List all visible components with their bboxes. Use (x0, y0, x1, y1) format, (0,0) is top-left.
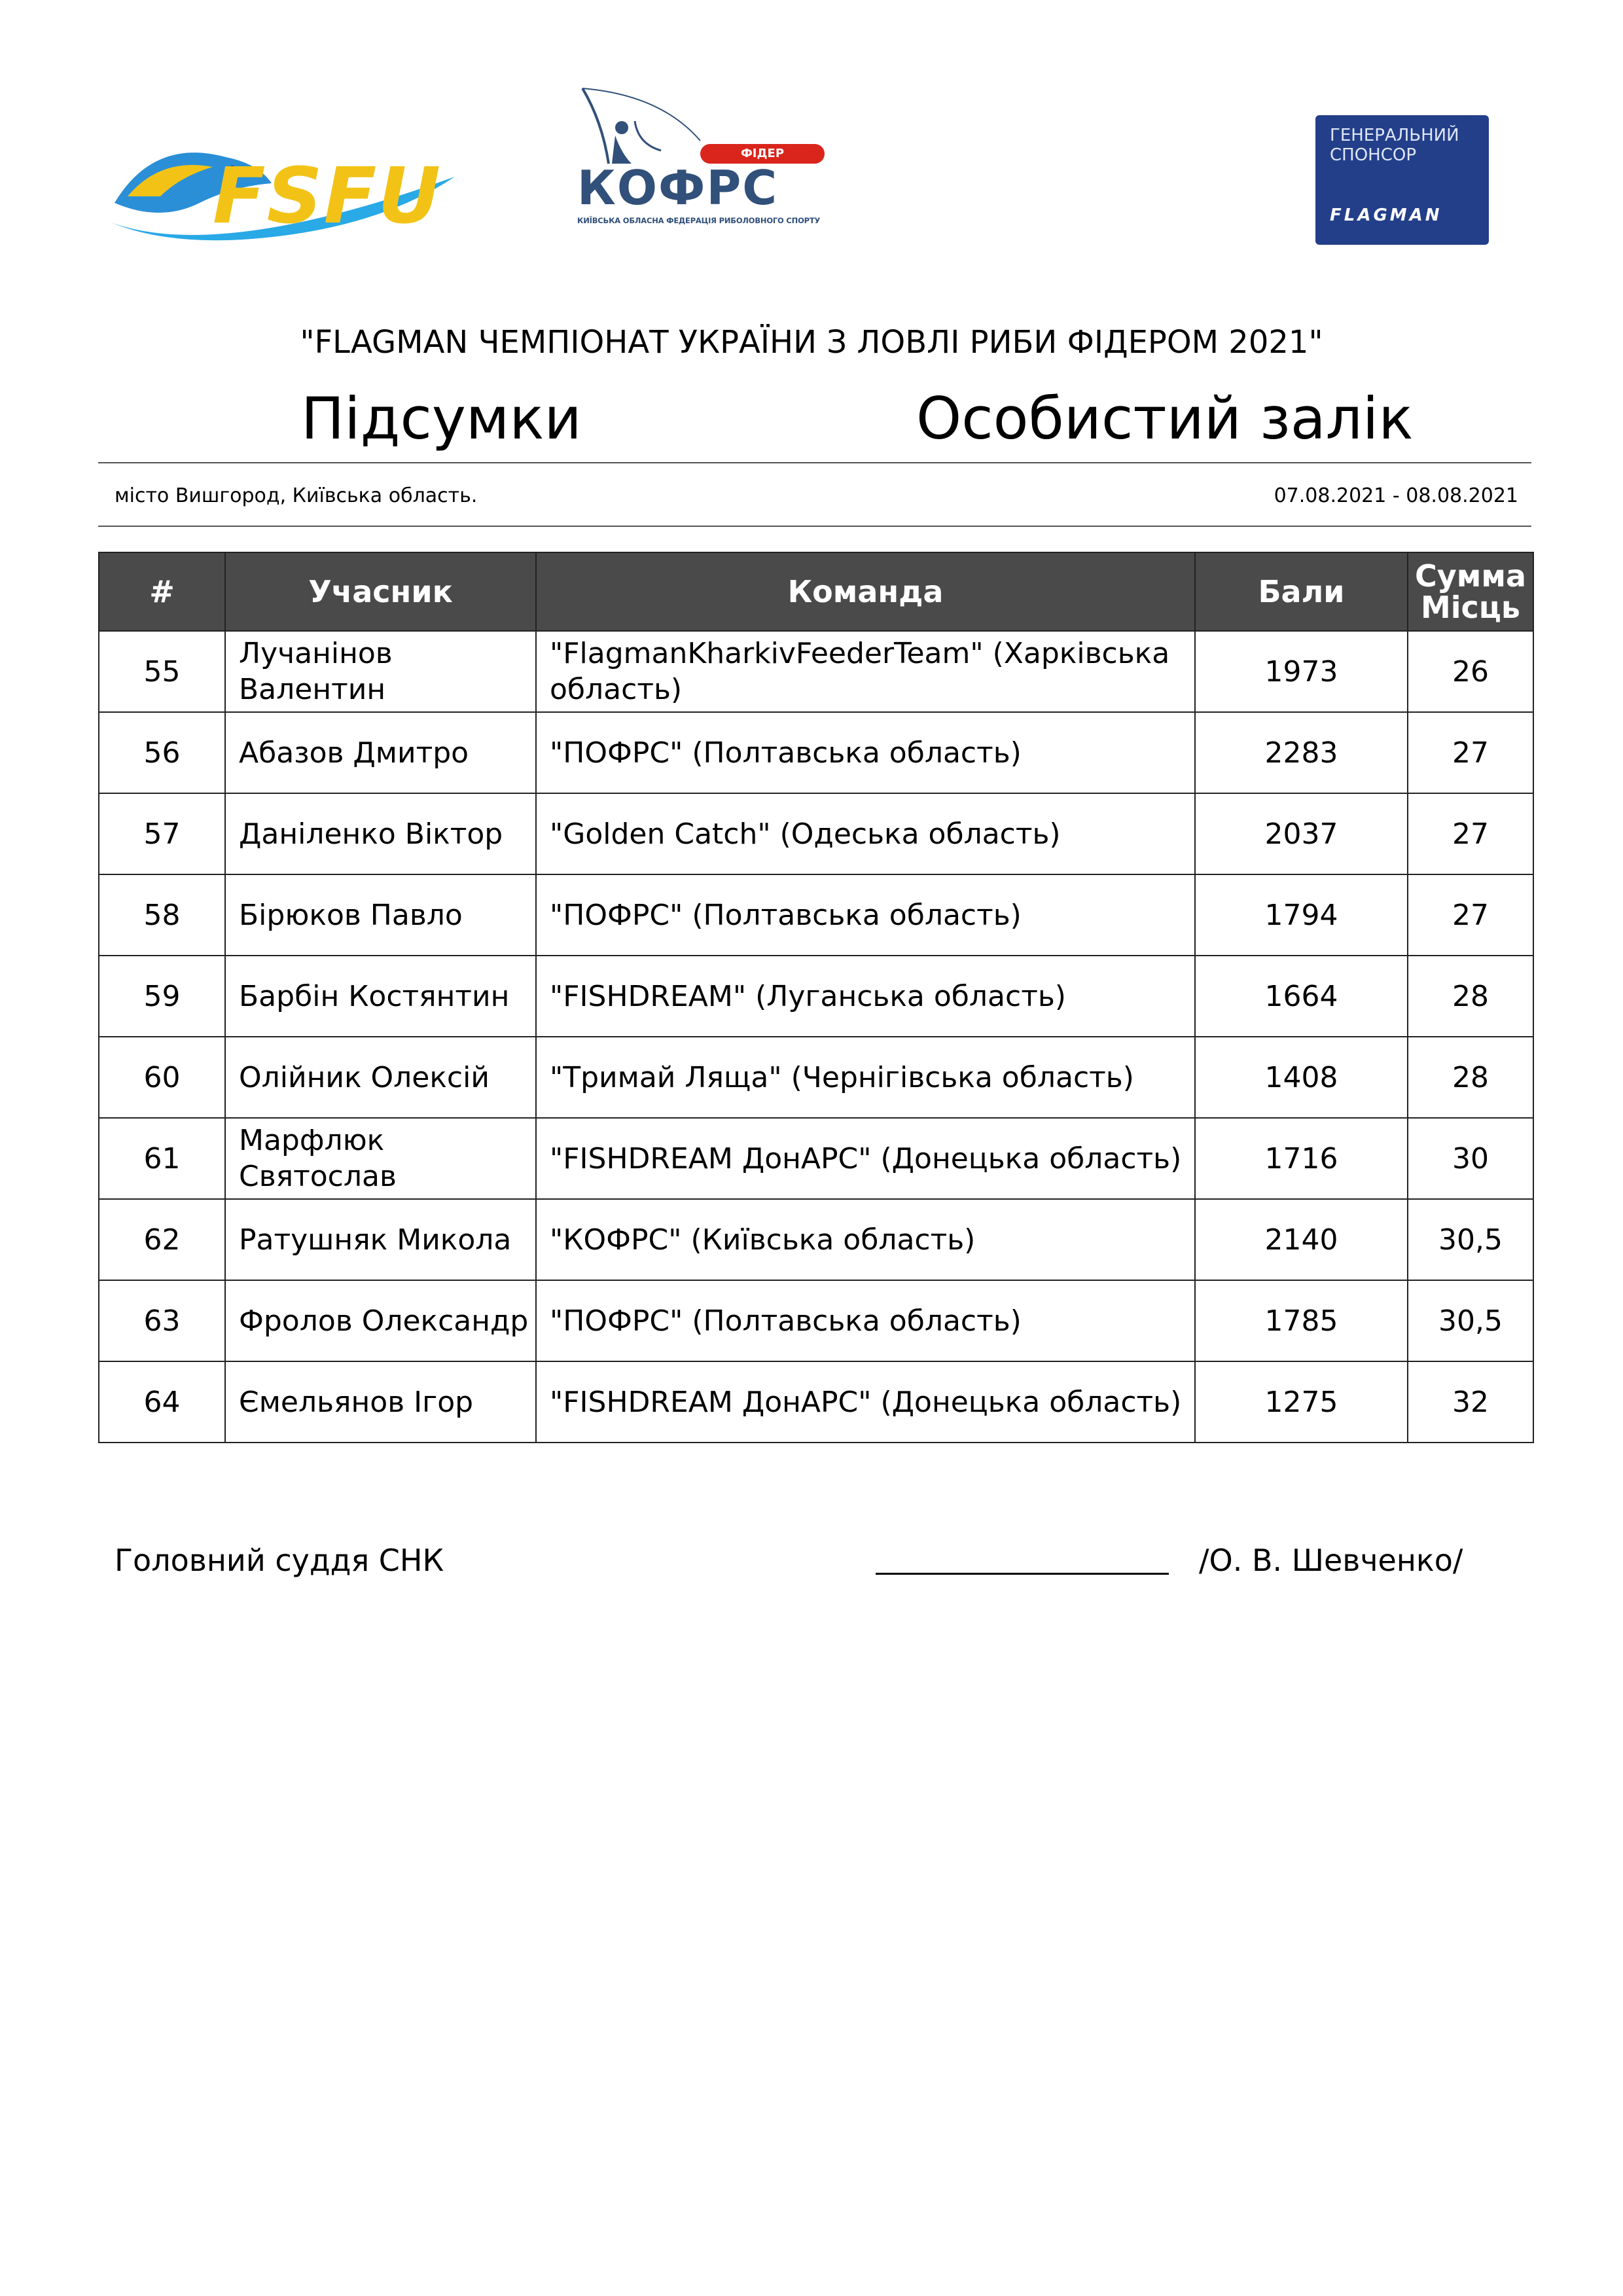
header-team: Команда (536, 552, 1195, 631)
cell-number: 59 (99, 956, 225, 1037)
kofrs-fider-tag: ФІДЕР (700, 144, 825, 164)
kofrs-subtitle: КИЇВСЬКА ОБЛАСНА ФЕДЕРАЦІЯ РИБОЛОВНОГО СПОРТУ (577, 216, 821, 225)
cell-team: "FISHDREAM ДонАРС" (Донецька область) (536, 1361, 1195, 1443)
fsfu-logo (101, 124, 468, 255)
chief-judge-name: /О. В. Шевченко/ (1199, 1543, 1463, 1578)
header-number: # (99, 552, 225, 631)
table-row (99, 712, 1533, 793)
cell-score: 2283 (1195, 712, 1408, 793)
cell-score: 1785 (1195, 1280, 1408, 1361)
divider-bottom (98, 526, 1531, 527)
cell-place-sum: 26 (1408, 631, 1533, 712)
table-row (99, 874, 1533, 956)
cell-participant: Барбін Костянтин (225, 956, 536, 1037)
cell-participant: Даніленко Віктор (225, 793, 536, 874)
table-row (99, 1361, 1533, 1443)
cell-team: "КОФРС" (Київська область) (536, 1199, 1195, 1280)
cell-number: 58 (99, 874, 225, 956)
table-row (99, 1199, 1533, 1280)
cell-number: 56 (99, 712, 225, 793)
table-header-row (99, 552, 1533, 631)
divider-top (98, 462, 1531, 463)
cell-participant: Абазов Дмитро (225, 712, 536, 793)
event-title: "FLAGMAN ЧЕМПІОНАТ УКРАЇНИ З ЛОВЛІ РИБИ ФІДЕРОМ 2021" (300, 324, 1323, 361)
results-table (98, 552, 1534, 1443)
cell-score: 1716 (1195, 1118, 1408, 1199)
cell-team: "FISHDREAM" (Луганська область) (536, 956, 1195, 1037)
cell-place-sum: 27 (1408, 712, 1533, 793)
cell-participant: Ємельянов Ігор (225, 1361, 536, 1443)
table-row (99, 1280, 1533, 1361)
sponsor-badge (1315, 115, 1489, 245)
cell-number: 55 (99, 631, 225, 712)
kofrs-wordmark: КОФРС (577, 160, 779, 215)
cell-team: "ПОФРС" (Полтавська область) (536, 712, 1195, 793)
cell-participant: Фролов Олександр (225, 1280, 536, 1361)
cell-team: "FlagmanKharkivFeederTeam" (Харківська область) (536, 631, 1195, 712)
cell-score: 2140 (1195, 1199, 1408, 1280)
cell-place-sum: 30 (1408, 1118, 1533, 1199)
cell-participant: Ратушняк Микола (225, 1199, 536, 1280)
cell-place-sum: 27 (1408, 793, 1533, 874)
table-row (99, 1037, 1533, 1118)
cell-score: 1794 (1195, 874, 1408, 956)
kofrs-logo (569, 82, 831, 236)
sponsor-label: ГЕНЕРАЛЬНИЙ СПОНСОР (1330, 126, 1459, 165)
cell-place-sum: 30,5 (1408, 1280, 1533, 1361)
section-title: Особистий залік (916, 385, 1414, 452)
cell-participant: Олійник Олексій (225, 1037, 536, 1118)
chief-judge-label: Головний суддя СНК (115, 1543, 444, 1578)
signature-line (876, 1573, 1169, 1575)
cell-number: 63 (99, 1280, 225, 1361)
summary-title: Підсумки (301, 385, 582, 452)
cell-score: 1408 (1195, 1037, 1408, 1118)
cell-score: 1275 (1195, 1361, 1408, 1443)
cell-place-sum: 30,5 (1408, 1199, 1533, 1280)
cell-team: "ПОФРС" (Полтавська область) (536, 1280, 1195, 1361)
cell-team: "Golden Catch" (Одеська область) (536, 793, 1195, 874)
cell-team: "FISHDREAM ДонАРС" (Донецька область) (536, 1118, 1195, 1199)
table-row (99, 631, 1533, 712)
cell-place-sum: 28 (1408, 1037, 1533, 1118)
cell-number: 62 (99, 1199, 225, 1280)
cell-number: 64 (99, 1361, 225, 1443)
cell-participant: Бірюков Павло (225, 874, 536, 956)
cell-number: 57 (99, 793, 225, 874)
cell-score: 1664 (1195, 956, 1408, 1037)
fsfu-wordmark: FSFU (213, 151, 442, 241)
date-range: 07.08.2021 - 08.08.2021 (1274, 484, 1518, 507)
cell-team: "ПОФРС" (Полтавська область) (536, 874, 1195, 956)
table-row (99, 1118, 1533, 1199)
cell-participant: Лучанінов Валентин (225, 631, 536, 712)
cell-number: 61 (99, 1118, 225, 1199)
cell-place-sum: 32 (1408, 1361, 1533, 1443)
cell-number: 60 (99, 1037, 225, 1118)
cell-score: 2037 (1195, 793, 1408, 874)
location-text: місто Вишгород, Київська область. (115, 484, 478, 507)
sponsor-brand: FLAGMAN (1330, 206, 1442, 225)
table-row (99, 793, 1533, 874)
header-score: Бали (1195, 552, 1408, 631)
header-participant: Учасник (225, 552, 536, 631)
table-row (99, 956, 1533, 1037)
cell-score: 1973 (1195, 631, 1408, 712)
header-place-sum: Сумма Місць (1408, 552, 1533, 631)
cell-place-sum: 27 (1408, 874, 1533, 956)
cell-place-sum: 28 (1408, 956, 1533, 1037)
cell-team: "Тримай Ляща" (Чернігівська область) (536, 1037, 1195, 1118)
cell-participant: Марфлюк Святослав (225, 1118, 536, 1199)
